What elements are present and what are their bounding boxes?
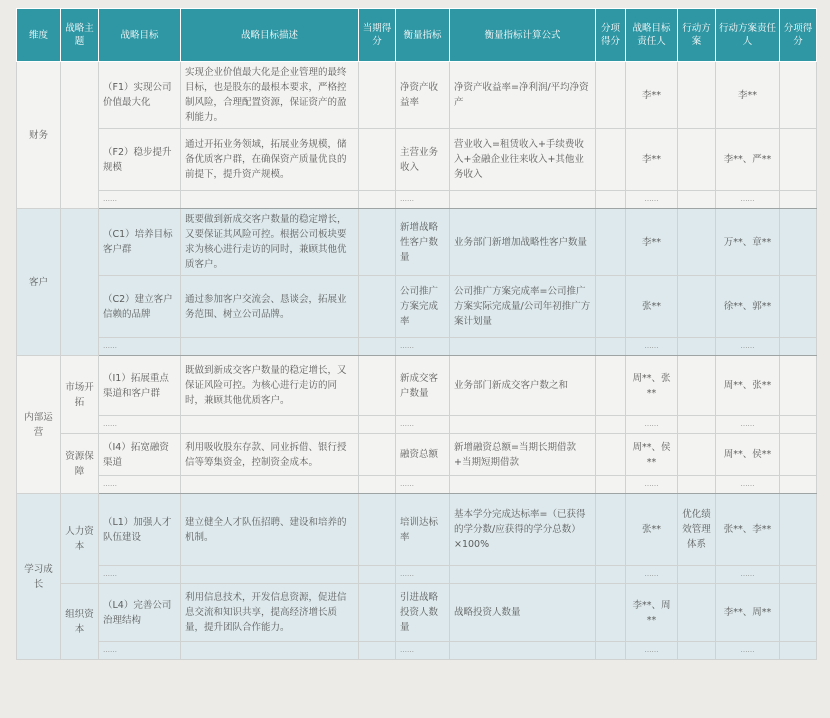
placeholder-item-score2 (780, 642, 817, 660)
plan-owner-c1: 万**、章** (716, 209, 780, 276)
item-score2-i1 (780, 356, 817, 416)
table-row (17, 62, 817, 129)
placeholder-plan-owner: …… (716, 642, 780, 660)
placeholder-metric: …… (396, 416, 450, 434)
placeholder-desc (181, 191, 359, 209)
action-plan-l4 (678, 584, 716, 642)
theme-hr: 人力资本 (61, 494, 99, 584)
action-plan-l1: 优化绩效管理体系 (678, 494, 716, 566)
strategy-table (16, 8, 817, 660)
metric-i4: 融资总额 (396, 434, 450, 476)
placeholder-goal: …… (99, 566, 181, 584)
table-row (17, 129, 817, 191)
item-score-i4 (596, 434, 626, 476)
formula-i1: 业务部门新成交客户数之和 (450, 356, 596, 416)
header-row (17, 9, 817, 62)
metric-f2: 主营业务收入 (396, 129, 450, 191)
formula-i4: 新增融资总额=当期长期借款+当期短期借款 (450, 434, 596, 476)
placeholder-period-score (359, 191, 396, 209)
header-plan-owner: 行动方案责任人 (716, 9, 780, 62)
goal-owner-i1: 周**、张** (626, 356, 678, 416)
header-goal-desc: 战略目标描述 (181, 9, 359, 62)
plan-owner-c2: 徐**、郭** (716, 276, 780, 338)
placeholder-action-plan (678, 642, 716, 660)
item-score-c1 (596, 209, 626, 276)
placeholder-metric: …… (396, 566, 450, 584)
placeholder-formula (450, 416, 596, 434)
period-score-f2 (359, 129, 396, 191)
placeholder-period-score (359, 338, 396, 356)
goal-f1: （F1）实现公司价值最大化 (99, 62, 181, 129)
period-score-l1 (359, 494, 396, 566)
table-row (17, 209, 817, 276)
table-row (17, 584, 817, 642)
item-score2-f2 (780, 129, 817, 191)
plan-owner-l1: 张**、李** (716, 494, 780, 566)
placeholder-goal: …… (99, 476, 181, 494)
placeholder-item-score (596, 416, 626, 434)
header-item-score-2: 分项得分 (780, 9, 817, 62)
placeholder-action-plan (678, 476, 716, 494)
item-score-f2 (596, 129, 626, 191)
item-score-i1 (596, 356, 626, 416)
placeholder-formula (450, 191, 596, 209)
goal-f2: （F2）稳步提升规模 (99, 129, 181, 191)
placeholder-metric: …… (396, 338, 450, 356)
action-plan-i4 (678, 434, 716, 476)
header-goal-owner: 战略目标责任人 (626, 9, 678, 62)
placeholder-row (17, 642, 817, 660)
dimension-internal: 内部运营 (17, 356, 61, 494)
header-dimension: 维度 (17, 9, 61, 62)
desc-i4: 利用吸收股东存款、同业拆借、银行授信等筹集资金，控制资金成本。 (181, 434, 359, 476)
plan-owner-f1: 李** (716, 62, 780, 129)
placeholder-metric: …… (396, 191, 450, 209)
header-action-plan: 行动方案 (678, 9, 716, 62)
desc-f2: 通过开拓业务领域，拓展业务规模，储备优质客户群，在确保资产质量优良的前提下，提升资产规模。 (181, 129, 359, 191)
placeholder-metric: …… (396, 476, 450, 494)
placeholder-plan-owner: …… (716, 476, 780, 494)
header-item-score: 分项得分 (596, 9, 626, 62)
theme-cell (61, 62, 99, 209)
item-score-l4 (596, 584, 626, 642)
goal-owner-l1: 张** (626, 494, 678, 566)
action-plan-c1 (678, 209, 716, 276)
placeholder-item-score (596, 338, 626, 356)
dimension-learning: 学习成长 (17, 494, 61, 660)
placeholder-row (17, 191, 817, 209)
table-row (17, 356, 817, 416)
header-period-score: 当期得分 (359, 9, 396, 62)
metric-l4: 引进战略投资人数量 (396, 584, 450, 642)
placeholder-desc (181, 476, 359, 494)
metric-l1: 培训达标率 (396, 494, 450, 566)
placeholder-formula (450, 642, 596, 660)
goal-owner-l4: 李**、周** (626, 584, 678, 642)
plan-owner-i4: 周**、侯** (716, 434, 780, 476)
placeholder-desc (181, 338, 359, 356)
metric-f1: 净资产收益率 (396, 62, 450, 129)
formula-l1: 基本学分完成达标率=（已获得的学分数/应获得的学分总数）×100% (450, 494, 596, 566)
table-row (17, 494, 817, 566)
formula-f2: 营业收入=租赁收入+手续费收入+金融企业往来收入+其他业务收入 (450, 129, 596, 191)
metric-c2: 公司推广方案完成率 (396, 276, 450, 338)
placeholder-period-score (359, 566, 396, 584)
plan-owner-l4: 李**、周** (716, 584, 780, 642)
placeholder-action-plan (678, 566, 716, 584)
placeholder-goal-owner: …… (626, 416, 678, 434)
goal-i4: （I4）拓宽融资渠道 (99, 434, 181, 476)
action-plan-c2 (678, 276, 716, 338)
placeholder-goal-owner: …… (626, 338, 678, 356)
period-score-c2 (359, 276, 396, 338)
desc-l4: 利用信息技术，开发信息资源，促进信息交流和知识共享，提高经济增长质量，提升团队合作能力。 (181, 584, 359, 642)
header-theme: 战略主题 (61, 9, 99, 62)
period-score-i1 (359, 356, 396, 416)
placeholder-goal: …… (99, 191, 181, 209)
item-score2-c1 (780, 209, 817, 276)
placeholder-action-plan (678, 191, 716, 209)
header-metric: 衡量指标 (396, 9, 450, 62)
learning-group (17, 494, 817, 660)
header-formula: 衡量指标计算公式 (450, 9, 596, 62)
goal-owner-c2: 张** (626, 276, 678, 338)
placeholder-formula (450, 566, 596, 584)
theme-cell (61, 209, 99, 356)
table-row (17, 434, 817, 476)
period-score-c1 (359, 209, 396, 276)
placeholder-row (17, 476, 817, 494)
item-score2-i4 (780, 434, 817, 476)
theme-capital: 资源保障 (61, 434, 99, 494)
placeholder-item-score2 (780, 338, 817, 356)
period-score-i4 (359, 434, 396, 476)
placeholder-item-score (596, 191, 626, 209)
finance-group (17, 62, 817, 209)
placeholder-period-score (359, 476, 396, 494)
item-score2-c2 (780, 276, 817, 338)
placeholder-plan-owner: …… (716, 338, 780, 356)
desc-c2: 通过参加客户交流会、恳谈会，拓展业务范围、树立公司品牌。 (181, 276, 359, 338)
plan-owner-i1: 周**、张** (716, 356, 780, 416)
placeholder-item-score (596, 566, 626, 584)
goal-c2: （C2）建立客户信赖的品牌 (99, 276, 181, 338)
goal-i1: （I1）拓展重点渠道和客户群 (99, 356, 181, 416)
desc-f1: 实现企业价值最大化是企业管理的最终目标，也是股东的最根本要求，严格控制风险，合理配置资源，保证资产的盈利能力。 (181, 62, 359, 129)
placeholder-goal: …… (99, 338, 181, 356)
placeholder-action-plan (678, 416, 716, 434)
placeholder-action-plan (678, 338, 716, 356)
formula-c2: 公司推广方案完成率=公司推广方案实际完成量/公司年初推广方案计划量 (450, 276, 596, 338)
placeholder-formula (450, 476, 596, 494)
formula-l4: 战略投资人数量 (450, 584, 596, 642)
placeholder-plan-owner: …… (716, 191, 780, 209)
period-score-f1 (359, 62, 396, 129)
action-plan-i1 (678, 356, 716, 416)
period-score-l4 (359, 584, 396, 642)
placeholder-desc (181, 566, 359, 584)
action-plan-f2 (678, 129, 716, 191)
placeholder-row (17, 338, 817, 356)
plan-owner-f2: 李**、严** (716, 129, 780, 191)
metric-c1: 新增战略性客户数量 (396, 209, 450, 276)
item-score2-l1 (780, 494, 817, 566)
placeholder-item-score (596, 642, 626, 660)
internal-group (17, 356, 817, 494)
placeholder-period-score (359, 416, 396, 434)
placeholder-item-score2 (780, 191, 817, 209)
item-score-f1 (596, 62, 626, 129)
theme-org: 组织资本 (61, 584, 99, 660)
customer-group (17, 209, 817, 356)
placeholder-goal: …… (99, 642, 181, 660)
dimension-customer: 客户 (17, 209, 61, 356)
placeholder-desc (181, 416, 359, 434)
placeholder-plan-owner: …… (716, 416, 780, 434)
item-score-l1 (596, 494, 626, 566)
goal-owner-f2: 李** (626, 129, 678, 191)
formula-f1: 净资产收益率=净利润/平均净资产 (450, 62, 596, 129)
placeholder-row (17, 416, 817, 434)
dimension-finance: 财务 (17, 62, 61, 209)
placeholder-goal-owner: …… (626, 642, 678, 660)
goal-owner-f1: 李** (626, 62, 678, 129)
desc-l1: 建立健全人才队伍招聘、建设和培养的机制。 (181, 494, 359, 566)
placeholder-goal-owner: …… (626, 566, 678, 584)
placeholder-metric: …… (396, 642, 450, 660)
item-score2-f1 (780, 62, 817, 129)
header-goal: 战略目标 (99, 9, 181, 62)
placeholder-item-score (596, 476, 626, 494)
metric-i1: 新成交客户数量 (396, 356, 450, 416)
placeholder-row (17, 566, 817, 584)
goal-l1: （L1）加强人才队伍建设 (99, 494, 181, 566)
item-score-c2 (596, 276, 626, 338)
strategy-map-table-container (16, 8, 816, 660)
placeholder-item-score2 (780, 416, 817, 434)
placeholder-goal-owner: …… (626, 476, 678, 494)
desc-c1: 既要做到新成交客户数量的稳定增长，又要保证其风险可控。根据公司板块要求为核心进行走访的同时，兼顾其他优质客户。 (181, 209, 359, 276)
table-row (17, 276, 817, 338)
placeholder-item-score2 (780, 476, 817, 494)
action-plan-f1 (678, 62, 716, 129)
goal-owner-i4: 周**、侯** (626, 434, 678, 476)
goal-l4: （L4）完善公司治理结构 (99, 584, 181, 642)
goal-c1: （C1）培养目标客户群 (99, 209, 181, 276)
goal-owner-c1: 李** (626, 209, 678, 276)
desc-i1: 既做到新成交客户数量的稳定增长，又保证风险可控。为核心进行走访的同时，兼顾其他优质客户。 (181, 356, 359, 416)
placeholder-goal-owner: …… (626, 191, 678, 209)
placeholder-plan-owner: …… (716, 566, 780, 584)
placeholder-goal: …… (99, 416, 181, 434)
placeholder-desc (181, 642, 359, 660)
item-score2-l4 (780, 584, 817, 642)
placeholder-item-score2 (780, 566, 817, 584)
placeholder-formula (450, 338, 596, 356)
theme-market: 市场开拓 (61, 356, 99, 434)
formula-c1: 业务部门新增加战略性客户数量 (450, 209, 596, 276)
placeholder-period-score (359, 642, 396, 660)
